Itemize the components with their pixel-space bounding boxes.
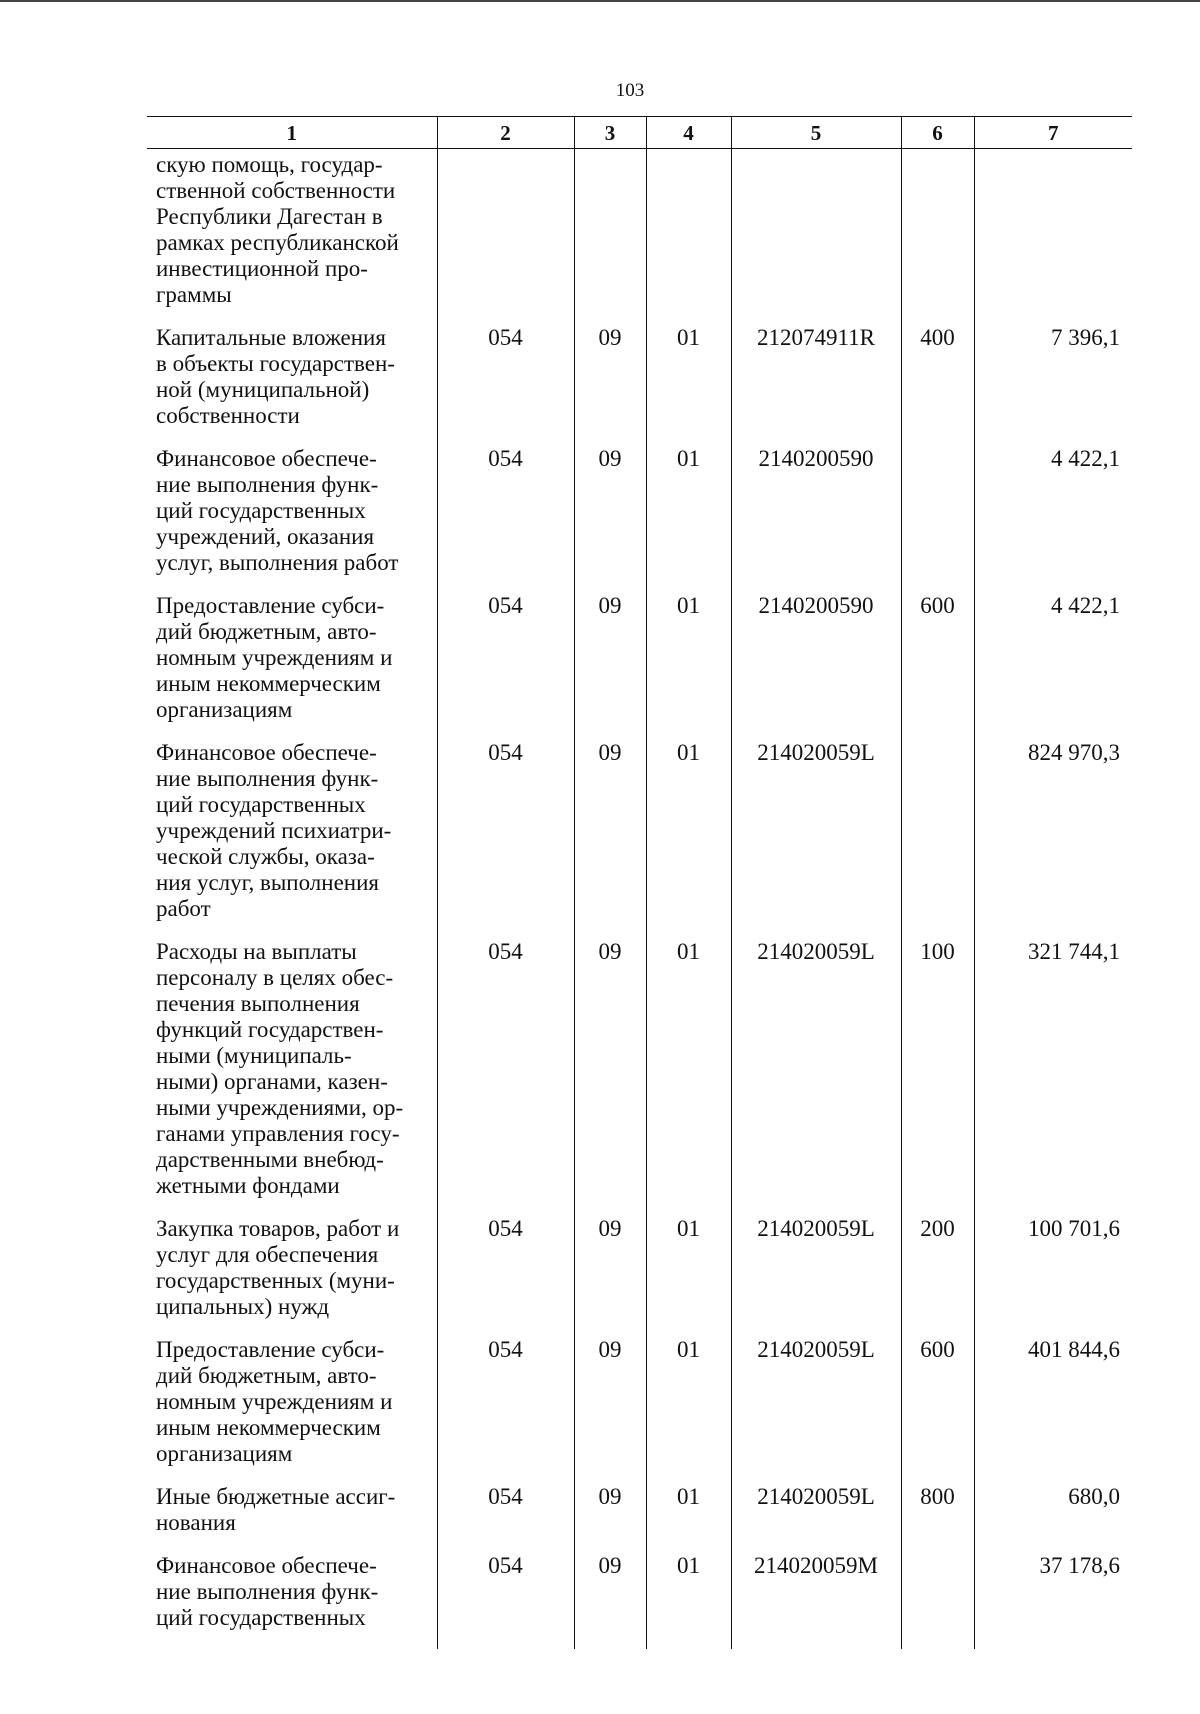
cell-subsection-code: 01: [646, 1334, 731, 1467]
header-cell: 2: [437, 117, 574, 149]
gap-cell: [901, 1467, 974, 1481]
gap-cell: [574, 1199, 646, 1213]
row-description: [147, 737, 437, 922]
cell-target-article: 214020059L: [731, 737, 901, 922]
row-description: [147, 1550, 437, 1631]
gap-cell: [731, 576, 901, 590]
cell-expense-type: [901, 149, 974, 309]
gap-cell: [646, 1320, 731, 1334]
cell-expense-type: 800: [901, 1481, 974, 1536]
cell-target-article: 212074911R: [731, 322, 901, 429]
description-line: в объекты государствен-: [156, 351, 395, 376]
gap-cell: [574, 922, 646, 936]
header-cell: 7: [974, 117, 1132, 149]
gap-cell: [901, 1536, 974, 1550]
cell-admin-code: 054: [437, 1334, 574, 1467]
cell-section-code: 09: [574, 1213, 646, 1320]
gap-cell: [974, 1199, 1132, 1213]
description-line: Капитальные вложения: [156, 325, 386, 350]
row-description: [147, 1334, 437, 1467]
description-line: дий бюджетным, авто-: [156, 1363, 377, 1388]
gap-cell: [147, 576, 437, 590]
gap-cell: [147, 1199, 437, 1213]
cell-subsection-code: [646, 149, 731, 309]
gap-cell: [901, 1631, 974, 1649]
cell-subsection-code: 01: [646, 737, 731, 922]
gap-cell: [147, 429, 437, 443]
description-line: государственных (муни-: [156, 1268, 395, 1293]
description-line: ными) органами, казен-: [156, 1069, 388, 1094]
gap-cell: [731, 1536, 901, 1550]
description-line: услуг, выполнения работ: [156, 550, 399, 575]
gap-cell: [437, 429, 574, 443]
description-line: рамках республиканской: [156, 230, 399, 255]
gap-cell: [574, 1320, 646, 1334]
cell-expense-type: 200: [901, 1213, 974, 1320]
gap-cell: [901, 576, 974, 590]
table-row: [147, 443, 1132, 576]
description-line: ние выполнения функ-: [156, 766, 379, 791]
description-line: инвестиционной про-: [156, 256, 368, 281]
cell-amount: [974, 149, 1132, 309]
row-gap: [147, 1199, 1132, 1213]
description-line: Закупка товаров, работ и: [156, 1216, 400, 1241]
description-line: жетными фондами: [156, 1173, 340, 1198]
gap-cell: [574, 1536, 646, 1550]
description-line: функций государствен-: [156, 1017, 384, 1042]
row-description: [147, 149, 437, 309]
header-cell: 4: [646, 117, 731, 149]
header-row: [147, 117, 1132, 149]
cell-subsection-code: 01: [646, 1550, 731, 1631]
gap-cell: [646, 576, 731, 590]
gap-cell: [901, 308, 974, 322]
gap-cell: [646, 1536, 731, 1550]
gap-cell: [574, 576, 646, 590]
gap-cell: [901, 922, 974, 936]
cell-amount: 680,0: [974, 1481, 1132, 1536]
description-line: Расходы на выплаты: [156, 939, 357, 964]
cell-admin-code: [437, 149, 574, 309]
cell-target-article: 214020059L: [731, 1481, 901, 1536]
gap-cell: [147, 922, 437, 936]
cell-section-code: 09: [574, 1481, 646, 1536]
description-line: ципальных) нужд: [156, 1294, 330, 1319]
gap-cell: [147, 1320, 437, 1334]
cell-admin-code: 054: [437, 1550, 574, 1631]
description-line: Предоставление субси-: [156, 593, 385, 618]
description-line: Предоставление субси-: [156, 1337, 385, 1362]
description-line: услуг для обеспечения: [156, 1242, 379, 1267]
description-line: собственности: [156, 403, 300, 428]
gap-cell: [901, 1320, 974, 1334]
gap-cell: [437, 1631, 574, 1649]
gap-cell: [574, 1631, 646, 1649]
cell-section-code: 09: [574, 1334, 646, 1467]
header-cell: 1: [147, 117, 437, 149]
row-description: [147, 1481, 437, 1536]
description-line: номным учреждениям и: [156, 645, 393, 670]
description-line: учреждений, оказания: [156, 524, 375, 549]
gap-cell: [437, 1536, 574, 1550]
description-line: ственной собственности: [156, 178, 396, 203]
gap-cell: [646, 922, 731, 936]
description-line: ций государственных: [156, 498, 366, 523]
cell-amount: 7 396,1: [974, 322, 1132, 429]
gap-cell: [147, 1631, 437, 1649]
cell-admin-code: 054: [437, 322, 574, 429]
row-gap: [147, 922, 1132, 936]
budget-table: [147, 116, 1132, 1649]
gap-cell: [574, 429, 646, 443]
gap-cell: [901, 1199, 974, 1213]
cell-subsection-code: 01: [646, 443, 731, 576]
row-gap: [147, 576, 1132, 590]
cell-expense-type: 100: [901, 936, 974, 1199]
table-row: [147, 1481, 1132, 1536]
gap-cell: [901, 723, 974, 737]
gap-cell: [437, 723, 574, 737]
row-gap: [147, 1536, 1132, 1550]
cell-expense-type: [901, 443, 974, 576]
cell-admin-code: 054: [437, 1481, 574, 1536]
description-line: ния услуг, выполнения: [156, 870, 379, 895]
cell-amount: 401 844,6: [974, 1334, 1132, 1467]
gap-cell: [147, 723, 437, 737]
cell-admin-code: 054: [437, 737, 574, 922]
table-row: [147, 1213, 1132, 1320]
description-line: дий бюджетным, авто-: [156, 619, 377, 644]
cell-amount: 100 701,6: [974, 1213, 1132, 1320]
row-gap: [147, 429, 1132, 443]
description-line: Иные бюджетные ассиг-: [156, 1484, 396, 1509]
description-line: Финансовое обеспече-: [156, 740, 377, 765]
gap-cell: [147, 1536, 437, 1550]
table-row: [147, 1550, 1132, 1631]
row-gap: [147, 723, 1132, 737]
cell-target-article: 214020059L: [731, 1334, 901, 1467]
gap-cell: [731, 922, 901, 936]
cell-expense-type: 600: [901, 590, 974, 723]
page-number: 103: [615, 80, 645, 101]
cell-section-code: 09: [574, 936, 646, 1199]
row-gap: [147, 1320, 1132, 1334]
description-line: учреждений психиатри-: [156, 818, 392, 843]
gap-cell: [731, 1467, 901, 1481]
gap-cell: [646, 1467, 731, 1481]
cell-target-article: 214020059M: [731, 1550, 901, 1631]
gap-cell: [646, 308, 731, 322]
cell-target-article: 214020059L: [731, 936, 901, 1199]
row-description: [147, 1213, 437, 1320]
row-gap: [147, 308, 1132, 322]
cell-subsection-code: 01: [646, 936, 731, 1199]
description-line: нования: [156, 1510, 236, 1535]
table-row: [147, 936, 1132, 1199]
gap-cell: [974, 1536, 1132, 1550]
cell-expense-type: 400: [901, 322, 974, 429]
cell-amount: 37 178,6: [974, 1550, 1132, 1631]
gap-cell: [437, 922, 574, 936]
row-gap: [147, 1631, 1132, 1649]
table-row: [147, 322, 1132, 429]
cell-section-code: [574, 149, 646, 309]
header-cell: 6: [901, 117, 974, 149]
header-cell: 3: [574, 117, 646, 149]
description-line: дарственными внебюд-: [156, 1147, 384, 1172]
row-description: [147, 322, 437, 429]
description-line: граммы: [156, 282, 232, 307]
cell-admin-code: 054: [437, 936, 574, 1199]
description-line: Республики Дагестан в: [156, 204, 383, 229]
cell-section-code: 09: [574, 737, 646, 922]
cell-target-article: 2140200590: [731, 443, 901, 576]
cell-admin-code: 054: [437, 590, 574, 723]
description-line: ние выполнения функ-: [156, 1579, 379, 1604]
gap-cell: [574, 308, 646, 322]
gap-cell: [574, 723, 646, 737]
gap-cell: [974, 576, 1132, 590]
row-description: [147, 936, 437, 1199]
gap-cell: [974, 429, 1132, 443]
gap-cell: [731, 308, 901, 322]
gap-cell: [731, 429, 901, 443]
row-description: [147, 590, 437, 723]
description-line: Финансовое обеспече-: [156, 1553, 377, 1578]
cell-target-article: 214020059L: [731, 1213, 901, 1320]
description-line: номным учреждениям и: [156, 1389, 393, 1414]
gap-cell: [147, 1467, 437, 1481]
cell-amount: 824 970,3: [974, 737, 1132, 922]
gap-cell: [974, 1467, 1132, 1481]
gap-cell: [974, 1631, 1132, 1649]
cell-subsection-code: 01: [646, 1481, 731, 1536]
gap-cell: [731, 1199, 901, 1213]
scan-top-edge: [0, 0, 1200, 2]
header-cell: 5: [731, 117, 901, 149]
cell-subsection-code: 01: [646, 1213, 731, 1320]
row-description: [147, 443, 437, 576]
cell-section-code: 09: [574, 443, 646, 576]
description-line: ций государственных: [156, 792, 366, 817]
cell-subsection-code: 01: [646, 322, 731, 429]
gap-cell: [974, 308, 1132, 322]
cell-amount: 4 422,1: [974, 590, 1132, 723]
gap-cell: [974, 922, 1132, 936]
description-line: ными учреждениями, ор-: [156, 1095, 404, 1120]
cell-section-code: 09: [574, 590, 646, 723]
cell-subsection-code: 01: [646, 590, 731, 723]
description-line: организациям: [156, 697, 293, 722]
description-line: персоналу в целях обес-: [156, 965, 394, 990]
gap-cell: [437, 308, 574, 322]
cell-admin-code: 054: [437, 443, 574, 576]
gap-cell: [974, 723, 1132, 737]
gap-cell: [437, 1467, 574, 1481]
description-line: организациям: [156, 1441, 293, 1466]
cell-expense-type: [901, 737, 974, 922]
cell-section-code: 09: [574, 322, 646, 429]
table-row: [147, 149, 1132, 309]
gap-cell: [901, 429, 974, 443]
gap-cell: [437, 1320, 574, 1334]
table-body: [147, 149, 1132, 1650]
gap-cell: [731, 1320, 901, 1334]
gap-cell: [437, 576, 574, 590]
row-gap: [147, 1467, 1132, 1481]
table-row: [147, 590, 1132, 723]
gap-cell: [974, 1320, 1132, 1334]
gap-cell: [574, 1467, 646, 1481]
table-row: [147, 737, 1132, 922]
cell-section-code: 09: [574, 1550, 646, 1631]
gap-cell: [147, 308, 437, 322]
description-line: ческой службы, оказа-: [156, 844, 375, 869]
gap-cell: [437, 1199, 574, 1213]
description-line: работ: [156, 896, 211, 921]
cell-expense-type: 600: [901, 1334, 974, 1467]
description-line: ций государственных: [156, 1605, 366, 1630]
gap-cell: [646, 723, 731, 737]
gap-cell: [646, 1199, 731, 1213]
description-line: скую помощь, государ-: [156, 152, 383, 177]
description-line: ной (муниципальной): [156, 377, 370, 402]
gap-cell: [646, 1631, 731, 1649]
description-line: Финансовое обеспече-: [156, 446, 377, 471]
cell-admin-code: 054: [437, 1213, 574, 1320]
cell-amount: 321 744,1: [974, 936, 1132, 1199]
description-line: ние выполнения функ-: [156, 472, 379, 497]
cell-target-article: 2140200590: [731, 590, 901, 723]
description-line: иным некоммерческим: [156, 671, 381, 696]
description-line: ными (муниципаль-: [156, 1043, 352, 1068]
description-line: ганами управления госу-: [156, 1121, 400, 1146]
description-line: иным некоммерческим: [156, 1415, 381, 1440]
gap-cell: [731, 1631, 901, 1649]
gap-cell: [646, 429, 731, 443]
cell-target-article: [731, 149, 901, 309]
cell-expense-type: [901, 1550, 974, 1631]
table-row: [147, 1334, 1132, 1467]
gap-cell: [731, 723, 901, 737]
description-line: печения выполнения: [156, 991, 360, 1016]
cell-amount: 4 422,1: [974, 443, 1132, 576]
